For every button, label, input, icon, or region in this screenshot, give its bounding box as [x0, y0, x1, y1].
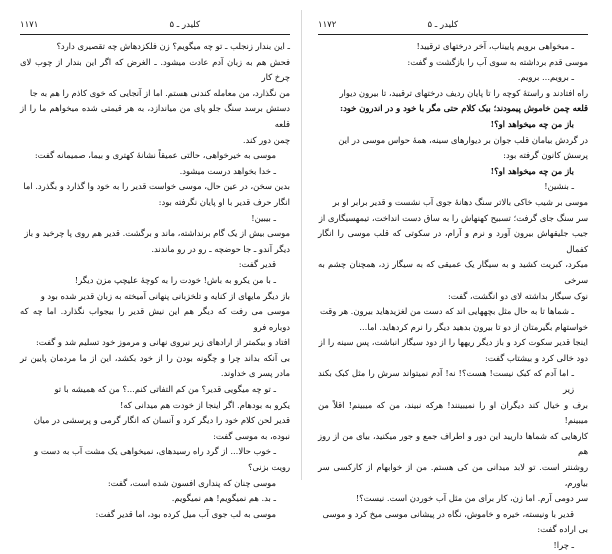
text-line: ـ تو چه میگویی قدیر؟ من کم التفاتی کنم...؟ من که همیشه با تو [54, 384, 276, 395]
left-page [20, 18, 290, 519]
right-page-header [318, 18, 588, 35]
text-line: کارهایی که شماها داریید این دور و اطراف جمع و جور میکنید، بیای من از روز هم [318, 430, 588, 457]
text-line: قدیر گفت: [238, 259, 276, 270]
text-line: افتاد و بیکمتر از ارادهای زیر نیروی نهانی و مرموز خود تسلیم شد و گفت: [35, 337, 290, 348]
text-line: دود خالی کرد و بیشتاب گفت: [484, 352, 588, 363]
text-line: نوک سیگار بداشته لای دو انگشت، گفت: [447, 290, 588, 301]
text-line: چمن دور کند. [242, 134, 290, 145]
text-line: سر سنگ جای گرفت؛ تسبیح کهنهاش را به ساق دست انداخت، تیمهسیگاری از [318, 212, 588, 223]
text-line: انگار حرف قدیر با او پایان نگرفته بود: [158, 196, 290, 207]
left-page-number: ۱۱۷۱ [20, 20, 39, 30]
right-page-body [318, 39, 588, 554]
text-line: در گردش بیامان قلب جوان بر دیوارهای سینه، همهٔ حواس موسی در این [338, 134, 588, 145]
text-line: خواستهام بگیرمتان از دو تا بیرون بدهید دیگر را نرم کردهاید. اما... [359, 321, 588, 332]
text-line: ـ میخواهی برویم پاییناب، آخر درختهای ترقیید! [416, 41, 574, 51]
text-line: ـ بنشین! [544, 181, 574, 192]
text-line: ـ این بندار زنجلب ـ تو چه میگویم؟ زن فلکزدهاش چه تقصیری دارد؟ [56, 41, 290, 51]
gutter-divider [301, 10, 302, 480]
text-line: ـ خوب حالا... از گرد راه رسیدهای، نمیخواهی یک مشت آب به دست و [34, 446, 276, 457]
text-line: بی اراده گفت: [537, 524, 588, 535]
text-line: موسی چنان که پنداری افسون شده است، گفت: [107, 477, 276, 488]
text-line: ـ بد. هم نمیگویم! هم نمیگویم. [171, 493, 276, 504]
text-line: موسی به لب جوی آب میل کرده بود، اما قدیر گفت: [95, 508, 276, 519]
text-line: باز من چه میخواهد او؟! [490, 165, 574, 176]
text-line: موسی به خیرخواهی، حالتی عمیقاً نشانهٔ کهتری و بیما، صمیمانه گفت: [34, 150, 276, 161]
text-line: نبوده، به موسی گفت: [213, 430, 290, 441]
text-line: قدیر لحن کلام خود را دیگر کرد و آنسان که انگار گرمی و پرسشی در میان [33, 415, 290, 426]
left-page-title: کلیدر ـ ۵ [169, 20, 200, 30]
left-page-header [20, 18, 290, 35]
text-line: موسی بیش از یک گام برنداشته، ماند و برگشت. قدیر هم روی پا چرخید و باز [24, 228, 290, 239]
text-line: دستش برسد سنگ جلو پای من میاندازد، به هر قیمتی شده میخواهم ما را از قلعه [20, 103, 290, 129]
text-line: پرسش کانون گرفته بود: [503, 150, 588, 161]
text-line: موسی قدم برداشته به سوی آب را بازگشت و گفت: [407, 56, 588, 67]
text-line: ـ خدا بخواهد درست میشود. [179, 165, 276, 176]
text-line: برف و خیال کند دیگران او را نمیبینند! هرکه نبیند، من که میبینم! اقلاً من میبینم! [318, 399, 588, 426]
text-line: قلعه چمن خاموش پیمودند؛ بیک کلام حتی مگر با خود و در اندرون خود: [339, 103, 588, 114]
text-line: اینجا قدیر سکوت کرد و باز دیگر ریهها را از دود سیگار انباشت، پس سینه را از [318, 337, 588, 348]
text-line: ـ اما آدم که کبک نیست! هست؟! نه! آدم نمیتواند سرش را مثل کبک بکند زیر [318, 368, 574, 395]
text-line: قدیر با ونیسته، خیره و خاموش، نگاه در پیشانی موسی میخ کرد و موسی [322, 508, 574, 519]
right-page-number: ۱۱۷۲ [318, 20, 337, 30]
text-line: ـ چرا! [553, 540, 574, 550]
text-line: جیب جلیقهاش بیرون آورد و نرم و آرام، در سکوتی که قلب موسی را انگار کفمال [318, 228, 588, 254]
text-line: یکرو به بودهام. اگر اینجا از خودت هم میدانی که! [119, 399, 290, 410]
text-line: ـ برویم... برویم. [517, 72, 574, 83]
text-line: روشنتر است. تو لابد میدانی من کی هستم. من از خوابهام از کارکسی سر بیاورم، [318, 462, 588, 488]
text-line: ـ بیبین! [251, 212, 276, 223]
right-page-title: کلیدر ـ ۵ [427, 20, 458, 30]
text-line: رویت بزنی؟ [247, 462, 290, 473]
text-line: ـ با من یکرو به باش! خودت را به کوچهٔ علیچپ مزن دیگر! [74, 274, 276, 285]
left-page-body [20, 39, 290, 522]
text-line: بدین سخن، در عین حال، موسی خواست قدیر را به خود وا گذارد و بگذرد. اما [23, 181, 290, 192]
text-line: فحش هم به زبان آدم عادت میشود. ـ الغرض که اگر این بندار از چوب لای چرخ کار [20, 56, 290, 83]
text-line: سر دومی آرم. اما زن، کار برای من مثل آب خوردن است. نیست؟! [355, 493, 588, 504]
right-page [318, 18, 588, 550]
text-line: دیگر آندو ـ جا حوضچه ـ رو در رو ماندند. [151, 243, 290, 254]
text-line: موسی می رفت که دیگر هم این نیش قدیر را بیجواب نگذارد. اما چه که دوباره فرو [20, 306, 290, 332]
text-line: باز دیگر مایهای از کنایه و تلخزبانی پنهانی آمیخته به زبان قدیر شده بود و [40, 290, 290, 301]
text-line: موسی بر شیب خاکی بالاتر سنگ دهانهٔ جوی آب نشست و قدیر برابر او بر [332, 196, 588, 207]
text-line: میکرد، کبریت کشید و به سیگار یک عمیقی که به سیگار زد، همچنان چشم به سرخی [318, 259, 588, 285]
text-line: ـ شماها تا به حال مثل بچههایی اند که دست من لغزیدهاید بیرون. هر وقت [320, 306, 574, 317]
text-line: راه افتادند و راستهٔ کوچه را تا پایان ردیف درختهای ترقیید، تا بیرون دیوار [339, 87, 588, 98]
text-line: من نگذارد، من معامله کندنی هستم. اما از آنجایی که خوی کاذم را هم به جا [29, 87, 290, 98]
text-line: باز من چه میخواهد او؟! [490, 118, 574, 129]
text-line: بی آنکه بداند چرا و چگونه بودن را از خود بکشد، این از ما مردمان پایین تر مادر پسر ی خداوند. [20, 352, 290, 379]
